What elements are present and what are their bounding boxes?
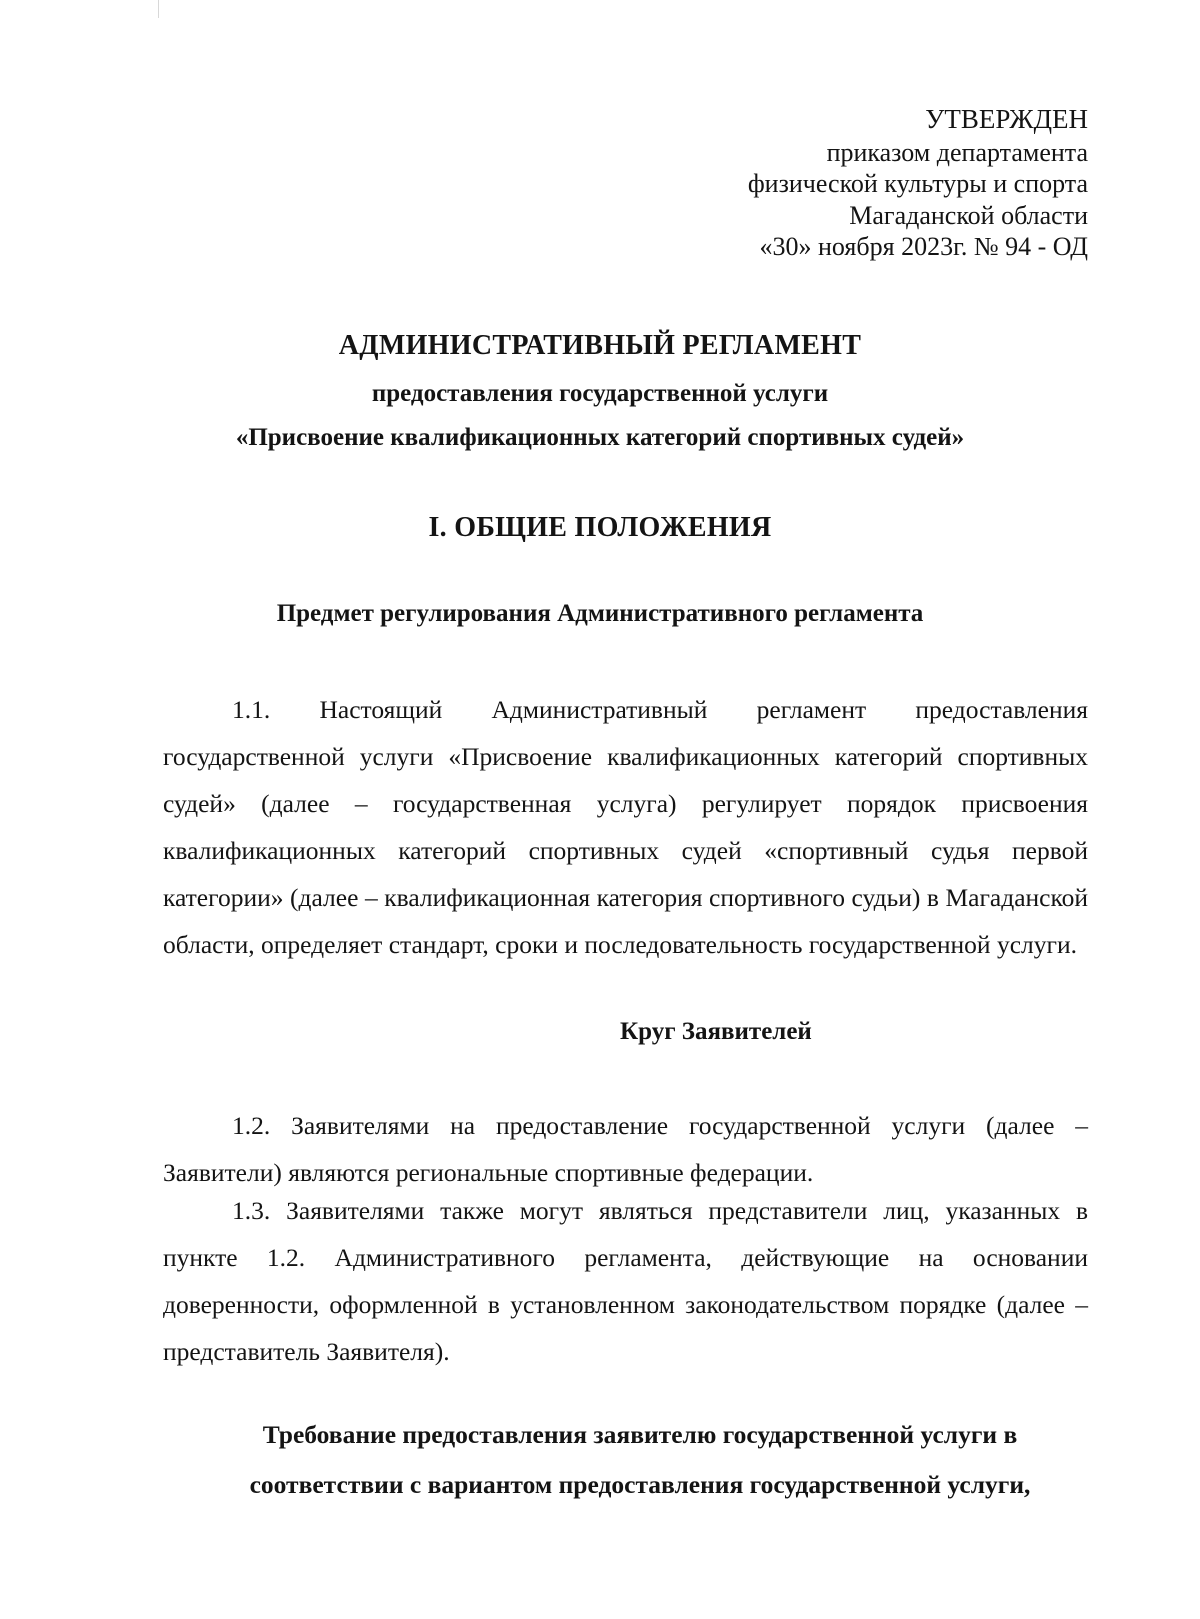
requirement-heading-line1: Требование предоставления заявителю государственной услуги в (262, 1420, 1018, 1449)
document-subtitle-line1: предоставления государственной услуги (371, 380, 829, 407)
approval-line-order: приказом департамента (826, 137, 1088, 167)
subject-heading: Предмет регулирования Административного регламента (276, 600, 924, 627)
applicants-heading: Круг Заявителей (620, 1018, 812, 1045)
approval-line-date-number: «30» ноября 2023г. № 94 - ОД (759, 232, 1088, 261)
scan-edge-mark (158, 0, 159, 18)
document-title: АДМИНИСТРАТИВНЫЙ РЕГЛАМЕНТ (338, 330, 862, 361)
paragraph-1-1: 1.1. Настоящий Административный регламент предоставления государственной услуги «Присвоение квалификационных категорий спортивных судей» (далее – государственная услуга) регулирует порядок присвоения квалификационных категорий спортивных судей «спортивный судья первой категории» (далее – квалификационная категория спортивного судьи) в Магаданской области, определяет стандарт, сроки и последовательность государственной услуги. (163, 695, 1088, 959)
paragraph-1-2: 1.2. Заявителями на предоставление государственной услуги (далее – Заявители) являются региональные спортивные федерации. (163, 1111, 1088, 1187)
requirement-heading-line2: соответствии с вариантом предоставления государственной услуги, (249, 1470, 1031, 1499)
approval-line-department: физической культуры и спорта (747, 169, 1088, 198)
approval-line-region: Магаданской области (849, 200, 1088, 230)
document-subtitle-line2: «Присвоение квалификационных категорий спортивных судей» (235, 424, 965, 451)
approval-stamp-block (748, 104, 1088, 263)
paragraph-1-3: 1.3. Заявителями также могут являться представители лиц, указанных в пункте 1.2. Административного регламента, действующие на основании доверенности, оформленной в установленном законодательством порядке (далее – представитель Заявителя). (163, 1196, 1088, 1366)
section-heading: I. ОБЩИЕ ПОЛОЖЕНИЯ (428, 512, 772, 543)
approval-title: УТВЕРЖДЕН (925, 104, 1088, 134)
